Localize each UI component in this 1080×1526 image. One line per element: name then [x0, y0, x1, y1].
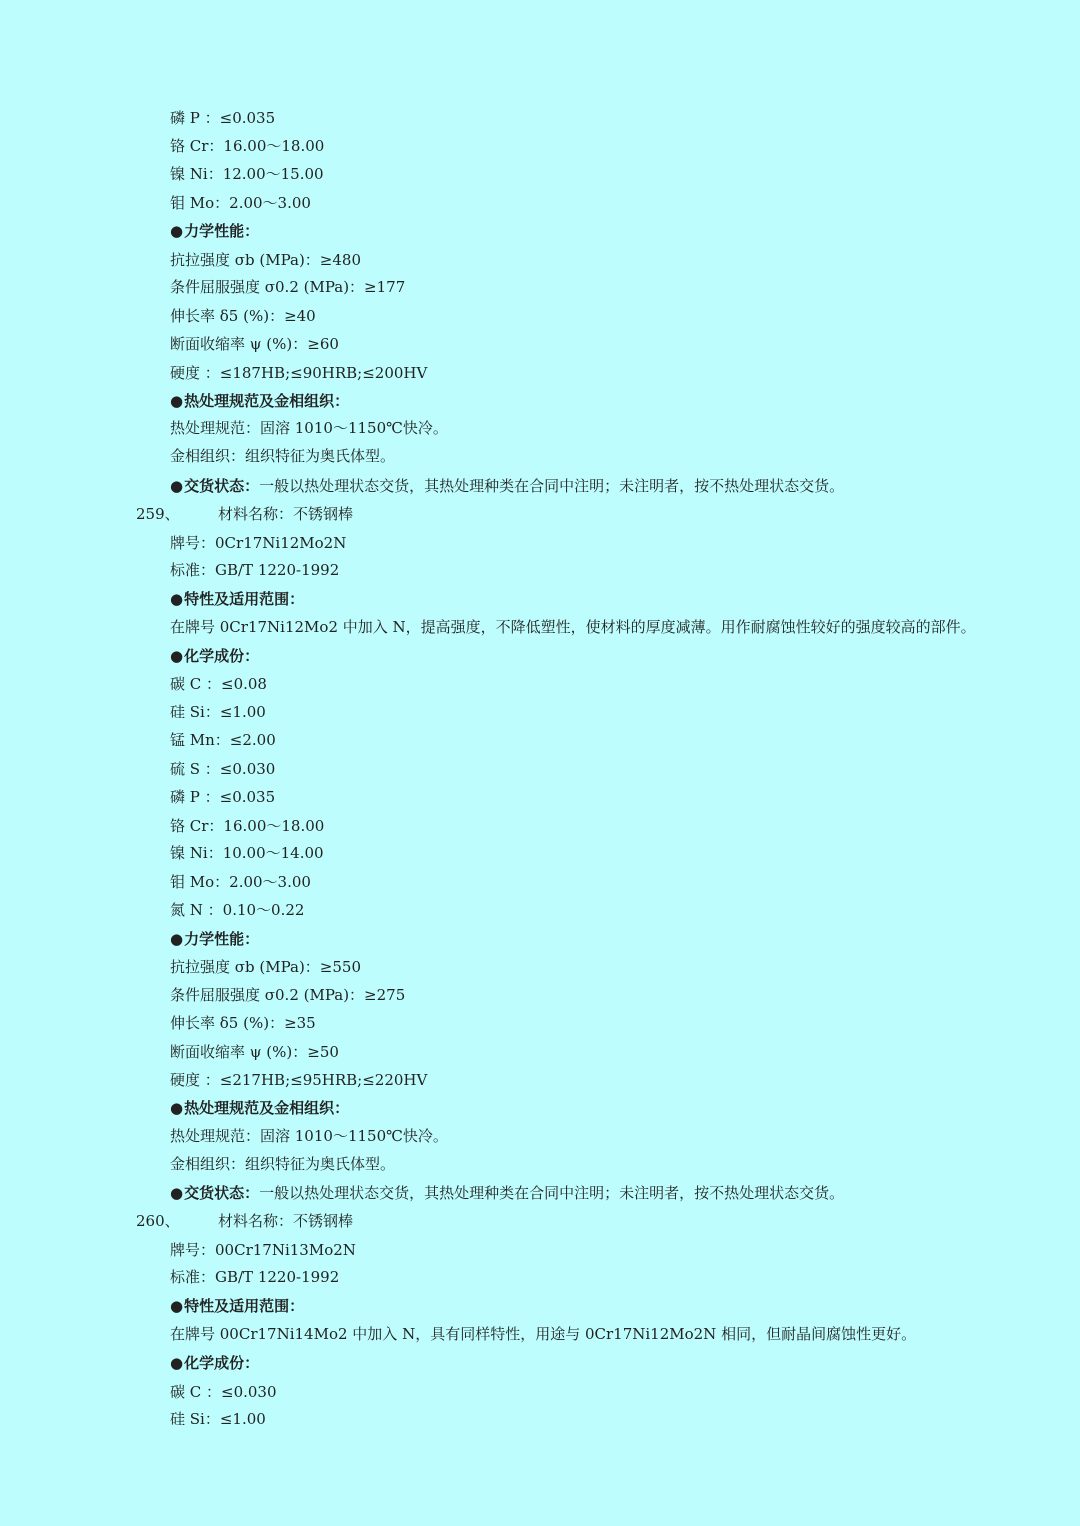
chem-heading: ●化学成份： — [170, 1354, 260, 1372]
grade: 牌号：00Cr17Ni13Mo2N — [170, 1241, 356, 1259]
item-header-259 — [0, 500, 1080, 528]
standard: 标准：GB/T 1220-1992 — [170, 561, 340, 579]
bullet-marker: ● — [170, 1099, 184, 1117]
chem-ni: 镍 Ni：10.00～14.00 — [170, 844, 324, 862]
item-title: 材料名称：不锈钢棒 — [218, 505, 354, 523]
chem-cr: 铬 Cr：16.00～18.00 — [170, 137, 325, 155]
chem-heading: ●化学成份： — [170, 647, 260, 665]
item-number: 259、 — [136, 505, 180, 523]
heat-heading: ●热处理规范及金相组织： — [170, 1099, 350, 1117]
mech-elongation: 伸长率 δ5 (%)：≥40 — [170, 307, 316, 325]
grade: 牌号：0Cr17Ni12Mo2N — [170, 534, 347, 552]
chem-si: 硅 Si：≤1.00 — [170, 1410, 266, 1428]
heat-spec: 热处理规范：固溶 1010～1150℃快冷。 — [170, 1127, 448, 1145]
bullet-marker: ● — [170, 1354, 184, 1372]
feature-text: 在牌号 0Cr17Ni12Mo2 中加入 N，提高强度，不降低塑性，使材料的厚度减薄。用作耐腐蚀性较好的强度较高的部件。 — [170, 618, 976, 636]
chem-c: 碳 C ：≤0.08 — [170, 675, 267, 693]
heat-spec: 热处理规范：固溶 1010～1150℃快冷。 — [170, 419, 448, 437]
standard: 标准：GB/T 1220-1992 — [170, 1268, 340, 1286]
mech-yield: 条件屈服强度 σ0.2 (MPa)：≥275 — [170, 986, 406, 1004]
chem-p: 磷 P ：≤0.035 — [170, 788, 276, 806]
feature-heading: ●特性及适用范围： — [170, 1297, 305, 1315]
mech-tensile: 抗拉强度 σb (MPa)：≥550 — [170, 958, 362, 976]
bullet-marker: ● — [170, 222, 184, 240]
bullet-marker: ● — [170, 930, 184, 948]
mech-heading: ●力学性能： — [170, 930, 260, 948]
mech-heading: ●力学性能： — [170, 222, 260, 240]
chem-si: 硅 Si：≤1.00 — [170, 703, 266, 721]
chem-c: 碳 C ：≤0.030 — [170, 1383, 277, 1401]
bullet-marker: ● — [170, 647, 184, 665]
bullet-marker: ● — [170, 392, 184, 410]
chem-p: 磷 P ：≤0.035 — [170, 109, 276, 127]
feature-text: 在牌号 00Cr17Ni14Mo2 中加入 N，具有同样特性，用途与 0Cr17Ni12Mo2N 相同，但耐晶间腐蚀性更好。 — [170, 1325, 917, 1343]
delivery-state: ●交货状态：一般以热处理状态交货，其热处理种类在合同中注明；未注明者，按不热处理状态交货。 — [170, 1184, 845, 1202]
mech-elongation: 伸长率 δ5 (%)：≥35 — [170, 1014, 316, 1032]
item-header-260 — [0, 1207, 1080, 1235]
bullet-marker: ● — [170, 590, 184, 608]
bullet-marker: ● — [170, 1184, 184, 1202]
chem-cr: 铬 Cr：16.00～18.00 — [170, 817, 325, 835]
mech-yield: 条件屈服强度 σ0.2 (MPa)：≥177 — [170, 278, 406, 296]
metallography: 金相组织：组织特征为奥氏体型。 — [170, 447, 396, 465]
item-number: 260、 — [136, 1212, 180, 1230]
chem-n: 氮 N ：0.10～0.22 — [170, 901, 305, 919]
bullet-marker: ● — [170, 1297, 184, 1315]
heat-heading: ●热处理规范及金相组织： — [170, 392, 350, 410]
chem-mo: 钼 Mo：2.00～3.00 — [170, 873, 311, 891]
metallography: 金相组织：组织特征为奥氏体型。 — [170, 1155, 396, 1173]
mech-hardness: 硬度 ：≤187HB;≤90HRB;≤200HV — [170, 364, 428, 382]
mech-tensile: 抗拉强度 σb (MPa)：≥480 — [170, 251, 362, 269]
mech-hardness: 硬度 ：≤217HB;≤95HRB;≤220HV — [170, 1071, 428, 1089]
chem-ni: 镍 Ni：12.00～15.00 — [170, 165, 324, 183]
chem-mo: 钼 Mo：2.00～3.00 — [170, 194, 311, 212]
delivery-state: ●交货状态：一般以热处理状态交货，其热处理种类在合同中注明；未注明者，按不热处理状态交货。 — [170, 477, 845, 495]
bullet-marker: ● — [170, 477, 184, 495]
chem-s: 硫 S ：≤0.030 — [170, 760, 276, 778]
chem-mn: 锰 Mn：≤2.00 — [170, 731, 276, 749]
item-title: 材料名称：不锈钢棒 — [218, 1212, 354, 1230]
mech-reduction: 断面收缩率 ψ (%)：≥60 — [170, 335, 339, 353]
mech-reduction: 断面收缩率 ψ (%)：≥50 — [170, 1043, 339, 1061]
feature-heading: ●特性及适用范围： — [170, 590, 305, 608]
